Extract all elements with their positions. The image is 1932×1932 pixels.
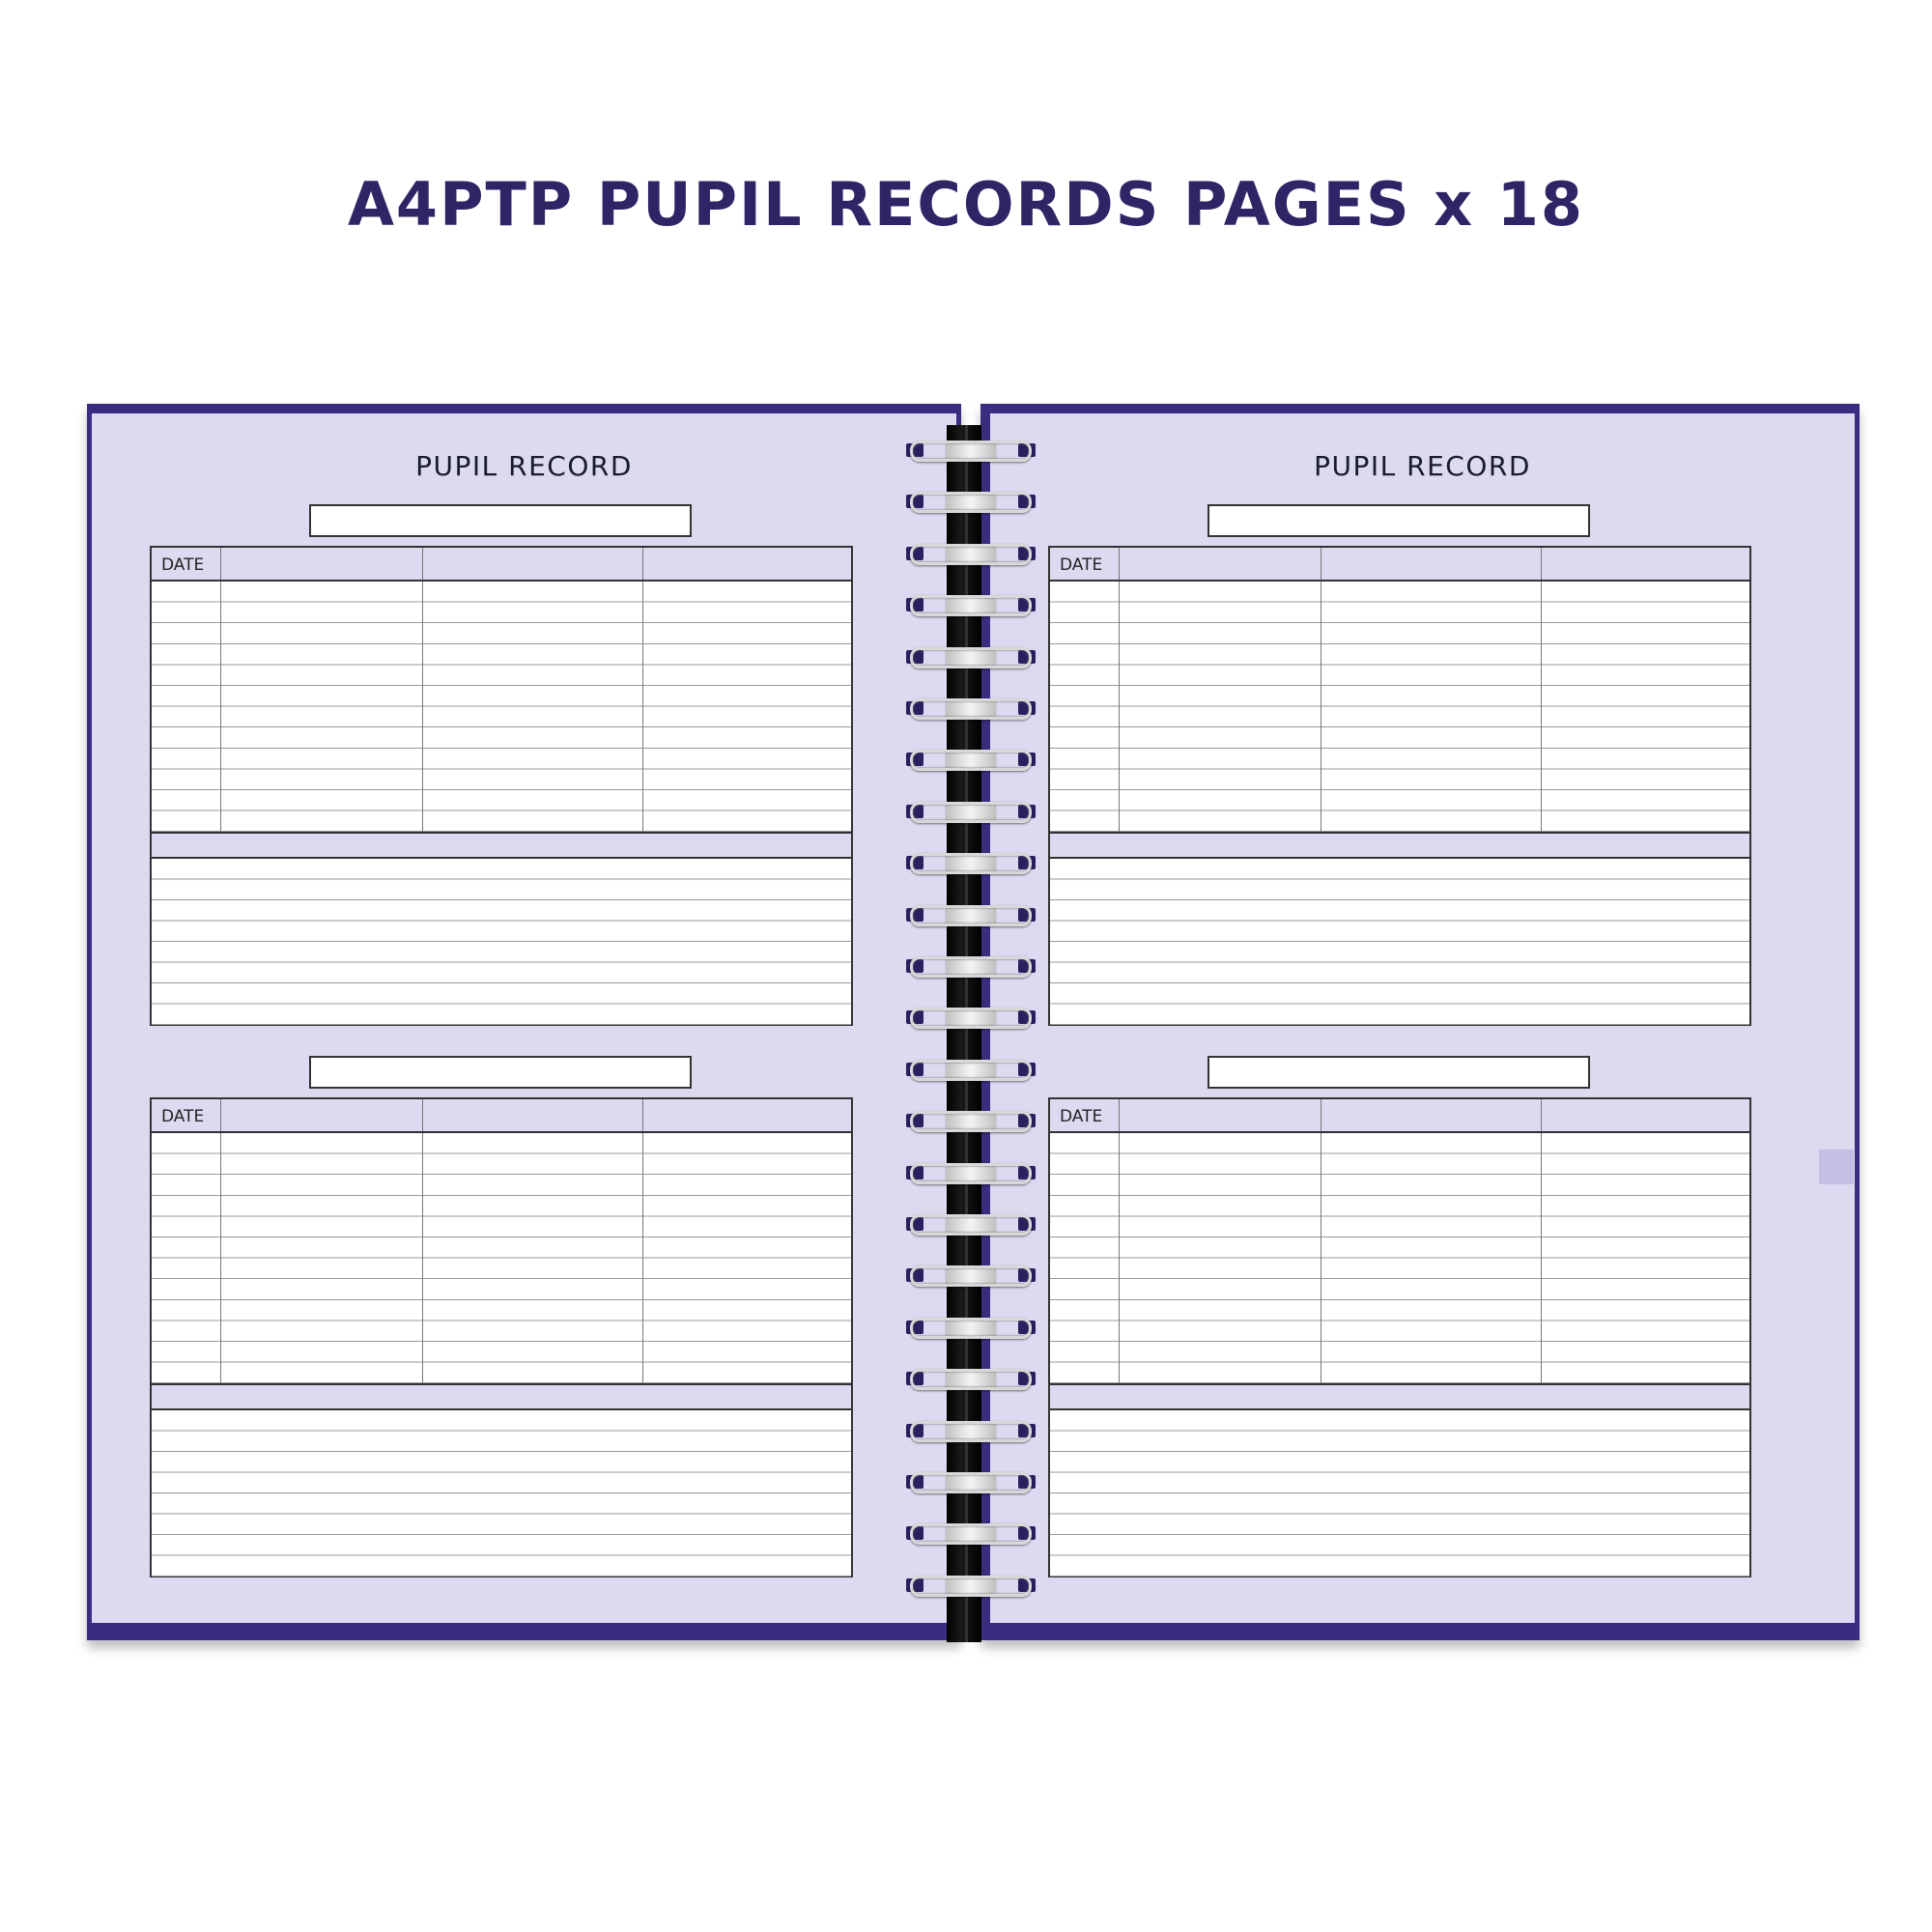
spiral-ring [900, 1369, 1041, 1388]
column-divider [1119, 1133, 1120, 1383]
ring-wire [910, 956, 1032, 978]
column-divider [1541, 582, 1542, 832]
column-divider [422, 1133, 423, 1383]
ring-wire [910, 1265, 1032, 1287]
notes-lines[interactable] [1050, 859, 1749, 1025]
spiral-ring [900, 1060, 1041, 1079]
page-title: PUPIL RECORD [415, 450, 633, 482]
record-rows[interactable] [152, 582, 851, 832]
ring-wire [910, 1576, 1032, 1597]
column-divider [220, 582, 221, 832]
record-block [1048, 546, 1751, 1026]
spiral-ring [900, 1163, 1041, 1182]
pupil-name-field[interactable] [309, 1056, 692, 1089]
notes-lines[interactable] [152, 1410, 851, 1577]
spiral-ring [900, 1111, 1041, 1130]
notes-lines[interactable] [152, 859, 851, 1025]
column-divider [220, 548, 221, 580]
column-divider [422, 582, 423, 832]
column-divider [1541, 1133, 1542, 1383]
column-divider [1541, 1099, 1542, 1131]
date-column-label: DATE [161, 1107, 205, 1126]
ring-wire [910, 492, 1032, 513]
ring-wire [910, 1163, 1032, 1184]
notes-separator [152, 832, 851, 859]
ring-wire [910, 1008, 1032, 1029]
spiral-ring [900, 1214, 1041, 1234]
record-block [150, 546, 853, 1026]
ring-wire [910, 1421, 1032, 1442]
record-rows[interactable] [1050, 1133, 1749, 1383]
record-rows[interactable] [152, 1133, 851, 1383]
ring-wire [910, 1369, 1032, 1390]
ring-wire [910, 647, 1032, 668]
record-block [1048, 1097, 1751, 1577]
date-column-label: DATE [161, 555, 205, 575]
record-header [1050, 548, 1749, 582]
spiral-ring [900, 1008, 1041, 1027]
ring-wire [910, 1472, 1032, 1493]
pupil-name-field[interactable] [309, 504, 692, 537]
ring-wire [910, 750, 1032, 771]
spiral-ring [900, 1265, 1041, 1285]
notes-separator [1050, 1383, 1749, 1410]
ring-wire [910, 853, 1032, 874]
column-divider [1541, 548, 1542, 580]
spiral-ring [900, 492, 1041, 511]
pupil-name-field[interactable] [1208, 1056, 1590, 1089]
ring-wire [910, 802, 1032, 823]
column-divider [642, 1099, 643, 1131]
ring-wire [910, 1318, 1032, 1339]
ring-wire [910, 1523, 1032, 1545]
record-header [152, 548, 851, 582]
ring-wire [910, 544, 1032, 565]
ring-wire [910, 440, 1032, 462]
column-divider [422, 1099, 423, 1131]
column-divider [1119, 548, 1120, 580]
ring-wire [910, 1111, 1032, 1132]
date-column-label: DATE [1060, 555, 1103, 575]
notes-separator [152, 1383, 851, 1410]
spiral-ring [900, 853, 1041, 872]
spiral-ring [900, 440, 1041, 460]
spiral-ring [900, 698, 1041, 718]
spiral-ring [900, 595, 1041, 614]
page-title: PUPIL RECORD [1314, 450, 1531, 482]
spiral-ring [900, 802, 1041, 821]
spiral-ring [900, 544, 1041, 563]
ring-wire [910, 1214, 1032, 1236]
record-header [152, 1099, 851, 1133]
notes-lines[interactable] [1050, 1410, 1749, 1577]
spiral-ring [900, 1523, 1041, 1543]
column-divider [220, 1133, 221, 1383]
right-page [990, 413, 1855, 1623]
spiral-ring [900, 750, 1041, 769]
spiral-ring [900, 647, 1041, 667]
spiral-ring [900, 1421, 1041, 1440]
spiral-ring [900, 1576, 1041, 1595]
column-divider [1119, 582, 1120, 832]
pupil-name-field[interactable] [1208, 504, 1590, 537]
record-header [1050, 1099, 1749, 1133]
page-tab [1819, 1150, 1854, 1184]
column-divider [642, 1133, 643, 1383]
column-divider [642, 582, 643, 832]
left-page [92, 413, 956, 1623]
column-divider [422, 548, 423, 580]
ring-wire [910, 905, 1032, 926]
record-rows[interactable] [1050, 582, 1749, 832]
ring-wire [910, 1060, 1032, 1081]
spiral-ring [900, 1472, 1041, 1492]
ring-wire [910, 595, 1032, 616]
spiral-ring [900, 905, 1041, 924]
column-divider [642, 548, 643, 580]
record-block [150, 1097, 853, 1577]
date-column-label: DATE [1060, 1107, 1103, 1126]
column-divider [220, 1099, 221, 1131]
spiral-ring [900, 956, 1041, 976]
headline: A4PTP PUPIL RECORDS PAGES x 18 [347, 169, 1585, 240]
notes-separator [1050, 832, 1749, 859]
spiral-ring [900, 1318, 1041, 1337]
ring-wire [910, 698, 1032, 720]
column-divider [1119, 1099, 1120, 1131]
